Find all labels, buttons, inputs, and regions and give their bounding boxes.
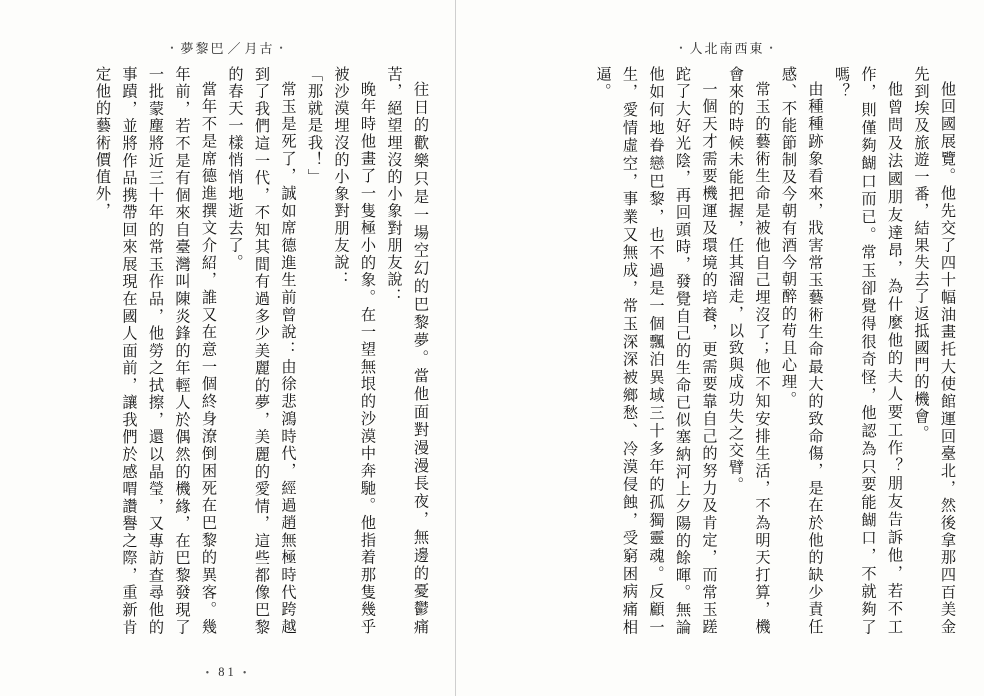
right-page-header-title: 人北南西東 [689,41,765,56]
right-page-body [492,66,960,636]
left-page-body [26,66,433,636]
left-page [0,0,455,696]
paragraph: 由種種跡象看來，戕害常玉藝術生命最大的致命傷，是在於他的缺少責任感、不能節制及今朝有酒今朝醉的苟且心理。 [780,66,824,636]
paragraph: 往日的歡樂只是一場空幻的巴黎夢。當他面對漫漫長夜，無邊的憂鬱痛苦，絕望埋沒的小象對朋友說： [385,66,429,636]
header-deco-left-icon: • [170,43,176,53]
left-page-header-subtitle: 月古 [244,41,275,56]
page-number [0,665,455,680]
paragraph: 他回國展覽。他先交了四十幅油畫托大使館運回臺北，然後拿那四百美金先到埃及旅遊一番，結果失去了返抵國門的機會。 [912,66,956,636]
paragraph: 常玉的藝術生命是被他自己埋沒了；他不知安排生活，不為明天打算，機會來的時候未能把握，任其溜走，以致與成功失之交臂。 [727,66,771,636]
folio-dot-right-icon: • [242,668,250,679]
right-page-header [470,38,984,57]
paragraph: 一個天才需要機運及環境的培養，更需要靠自己的努力及肯定，而常玉蹉跎了大好光陰，再回頭時，發覺自己的生命已似塞納河上夕陽的餘暉。無論他如何地眷戀巴黎，也不過是一個飄泊異域三十多年的孤獨靈魂。反顧一生，愛情虛空，事業又無成，常玉深深被鄉愁、冷漠侵蝕，受窮困病痛相逼。 [594,66,718,636]
right-page [470,0,984,696]
paragraph: 他曾問及法國朋友達昂，為什麼他的夫人要工作？朋友告訴他，若不工作，則僅夠餬口而已。常玉卻覺得很奇怪，他認為只要能餬口，不就夠了嗎？ [833,66,903,636]
header-separator: ／ [227,41,243,56]
left-page-header-title: 夢黎巴 [180,41,226,56]
header-deco-right-icon: • [279,43,285,53]
header-deco-left-icon: • [679,43,685,53]
paragraph: 當年不是席德進撰文介紹，誰又在意一個終身潦倒困死在巴黎的異客。幾年前，若不是有個來自臺灣叫陳炎鋒的年輕人於偶然的機緣，在巴黎發現了一批蒙塵將近三十年的常玉作品，他勞之拭擦，還以晶瑩，又專訪查尋他的事蹟，並將作品携帶回來展現在國人面前，讓我們於感喟讚譽之際，重新肯定他的藝術價值外， [94,66,217,636]
header-deco-right-icon: • [769,43,775,53]
left-page-header [0,38,455,57]
paragraph: 常玉是死了，誠如席德進生前曾說：由徐悲鴻時代，經過趙無極時代跨越到了我們這一代，不知其間有過多少美麗的夢，美麗的愛情，這些都像巴黎的春天一樣悄悄地逝去了。 [226,66,297,636]
paragraph-quote: 「那就是我！」 [306,66,323,186]
folio-dot-left-icon: • [205,668,213,679]
paragraph: 晚年時他畫了一隻極小的象。在一望無垠的沙漠中奔馳。他指着那隻幾乎被沙漠埋沒的小象對朋友說： [332,66,376,636]
folio-number: 81 [218,665,237,679]
page-gutter-divider [455,0,456,696]
